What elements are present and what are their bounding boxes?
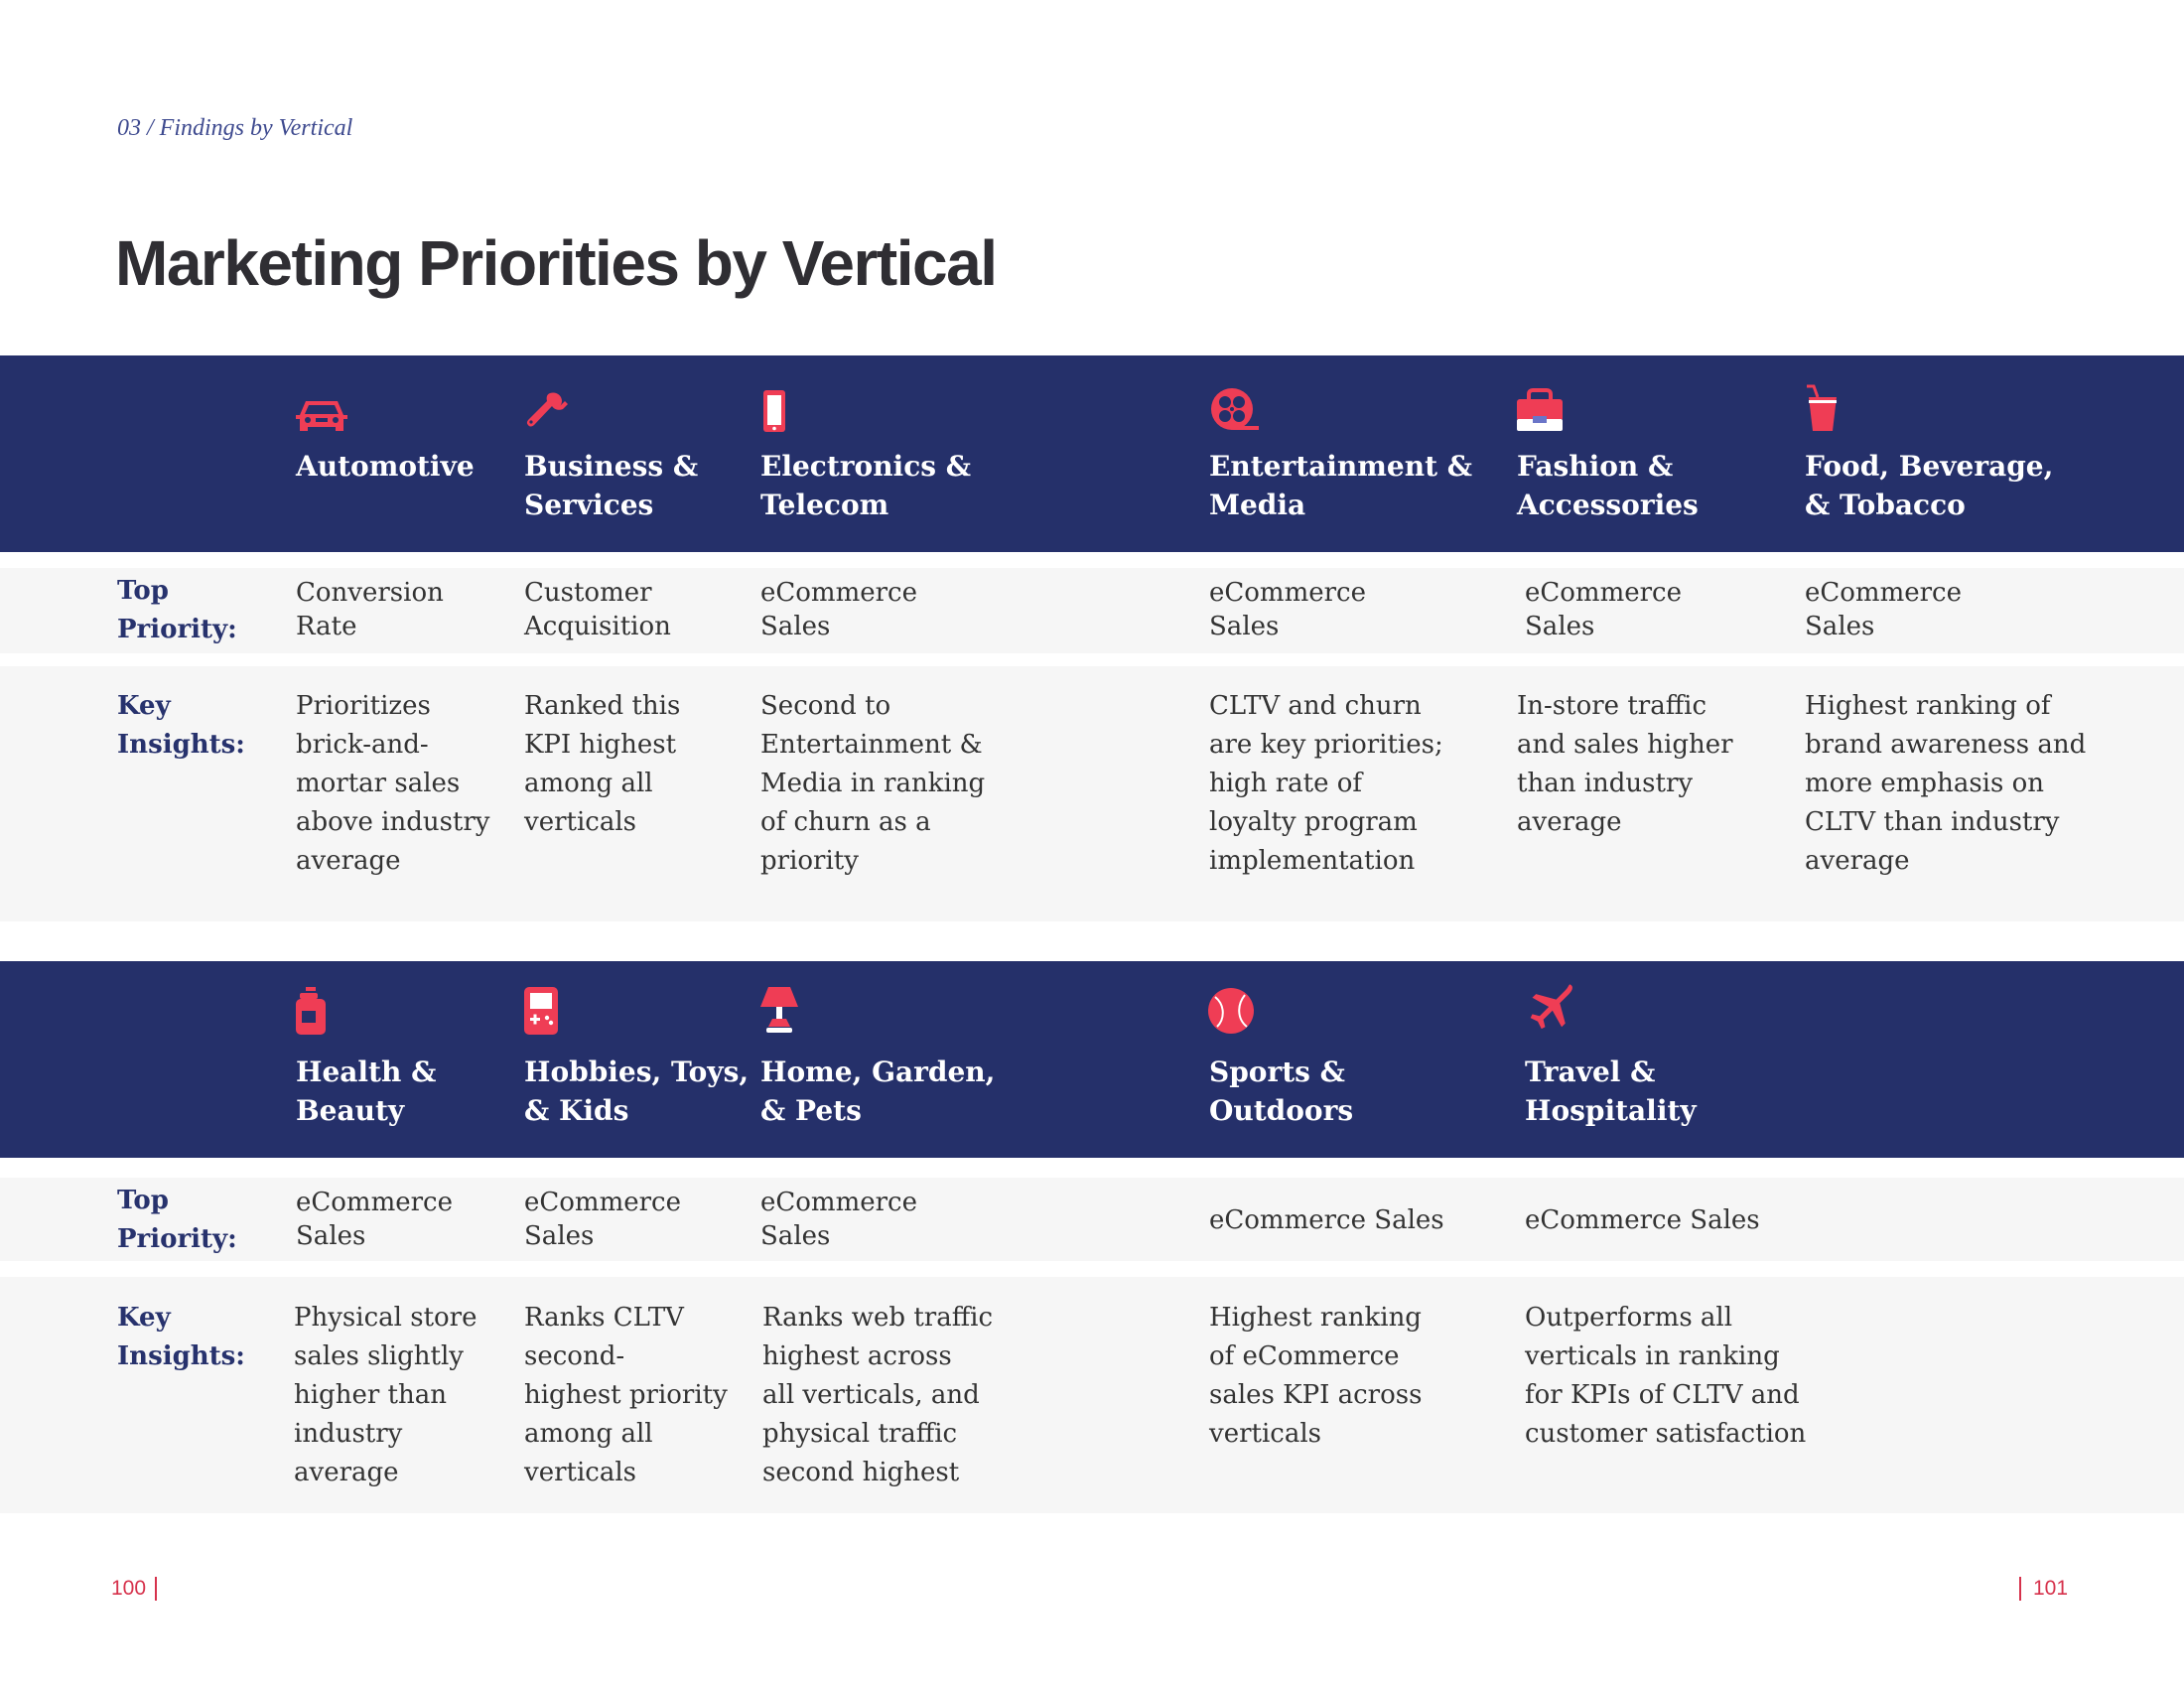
insight-sports-outdoors: Highest ranking of eCommerce sales KPI across verticals [1209,1303,1423,1449]
insight-health-beauty: Physical store sales slightly higher than industry average [294,1303,478,1487]
page-number-left: 100 [111,1577,147,1600]
lotion-bottle-icon [294,987,349,1035]
page-number-right: 101 [2033,1577,2069,1600]
priority-fashion-accessories: eCommerce Sales [1525,578,1683,641]
vertical-name-sports-outdoors: Sports & Outdoors [1209,1055,1354,1127]
top-priority-label: Top Priority: [117,1186,237,1254]
vertical-name-travel-hospitality: Travel & Hospitality [1525,1055,1697,1127]
breadcrumb: 03 / Findings by Vertical [117,115,353,141]
vertical-name-food-beverage-tobacco: Food, Beverage, & Tobacco [1805,450,2054,521]
insight-electronics-telecom: Second to Entertainment & Media in ranking of churn as a priority [760,691,986,876]
page-number-divider-left [155,1577,157,1601]
key-insights-label: Key Insights: [117,691,245,760]
insight-entertainment-media: CLTV and churn are key priorities; high rate of loyalty program implementation [1209,691,1443,876]
drink-cup-icon [1803,383,1858,431]
page-title: Marketing Priorities by Vertical [115,227,997,299]
lamp-icon [758,987,814,1035]
vertical-name-home-garden-pets: Home, Garden, & Pets [760,1055,996,1127]
priority-hobbies-toys-kids: eCommerce Sales [524,1188,682,1251]
handbag-icon [1515,387,1570,435]
vertical-name-hobbies-toys-kids: Hobbies, Toys, & Kids [524,1055,750,1127]
ball-icon [1207,987,1263,1035]
priority-entertainment-media: eCommerce Sales [1209,578,1367,641]
page-number-divider-right [2019,1577,2021,1601]
priority-health-beauty: eCommerce Sales [296,1188,454,1251]
vertical-name-entertainment-media: Entertainment & Media [1209,450,1473,521]
vertical-name-health-beauty: Health & Beauty [296,1055,437,1127]
priority-automotive: Conversion Rate [296,578,444,641]
key-insights-label: Key Insights: [117,1303,245,1371]
film-reel-icon [1207,385,1263,433]
insight-business-services: Ranked this KPI highest among all verticals [524,691,681,837]
insight-home-garden-pets: Ranks web traffic highest across all verticals, and physical traffic second highest [762,1303,994,1487]
priority-electronics-telecom: eCommerce Sales [760,578,918,641]
phone-icon [758,389,814,437]
vertical-name-automotive: Automotive [296,450,475,483]
insight-food-beverage-tobacco: Highest ranking of brand awareness and more emphasis on CLTV than industry average [1805,691,2087,876]
airplane-icon [1523,983,1578,1031]
insight-fashion-accessories: In-store traffic and sales higher than industry average [1517,691,1733,837]
insight-travel-hospitality: Outperforms all verticals in ranking for KPIs of CLTV and customer satisfaction [1525,1303,1807,1449]
priority-sports-outdoors: eCommerce Sales [1209,1205,1444,1235]
vertical-name-fashion-accessories: Fashion & Accessories [1517,450,1699,521]
insight-automotive: Prioritizes brick-and- mortar sales above industry average [296,691,490,876]
priority-travel-hospitality: eCommerce Sales [1525,1205,1760,1235]
game-console-icon [522,987,578,1035]
priority-business-services: Customer Acquisition [524,578,671,641]
insight-hobbies-toys-kids: Ranks CLTV second- highest priority among all verticals [524,1303,728,1487]
vertical-name-electronics-telecom: Electronics & Telecom [760,450,972,521]
vertical-name-business-services: Business & Services [524,450,699,521]
wrench-icon [522,389,578,437]
priority-food-beverage-tobacco: eCommerce Sales [1805,578,1963,641]
top-priority-label: Top Priority: [117,576,237,644]
car-icon [294,389,349,437]
priority-home-garden-pets: eCommerce Sales [760,1188,918,1251]
